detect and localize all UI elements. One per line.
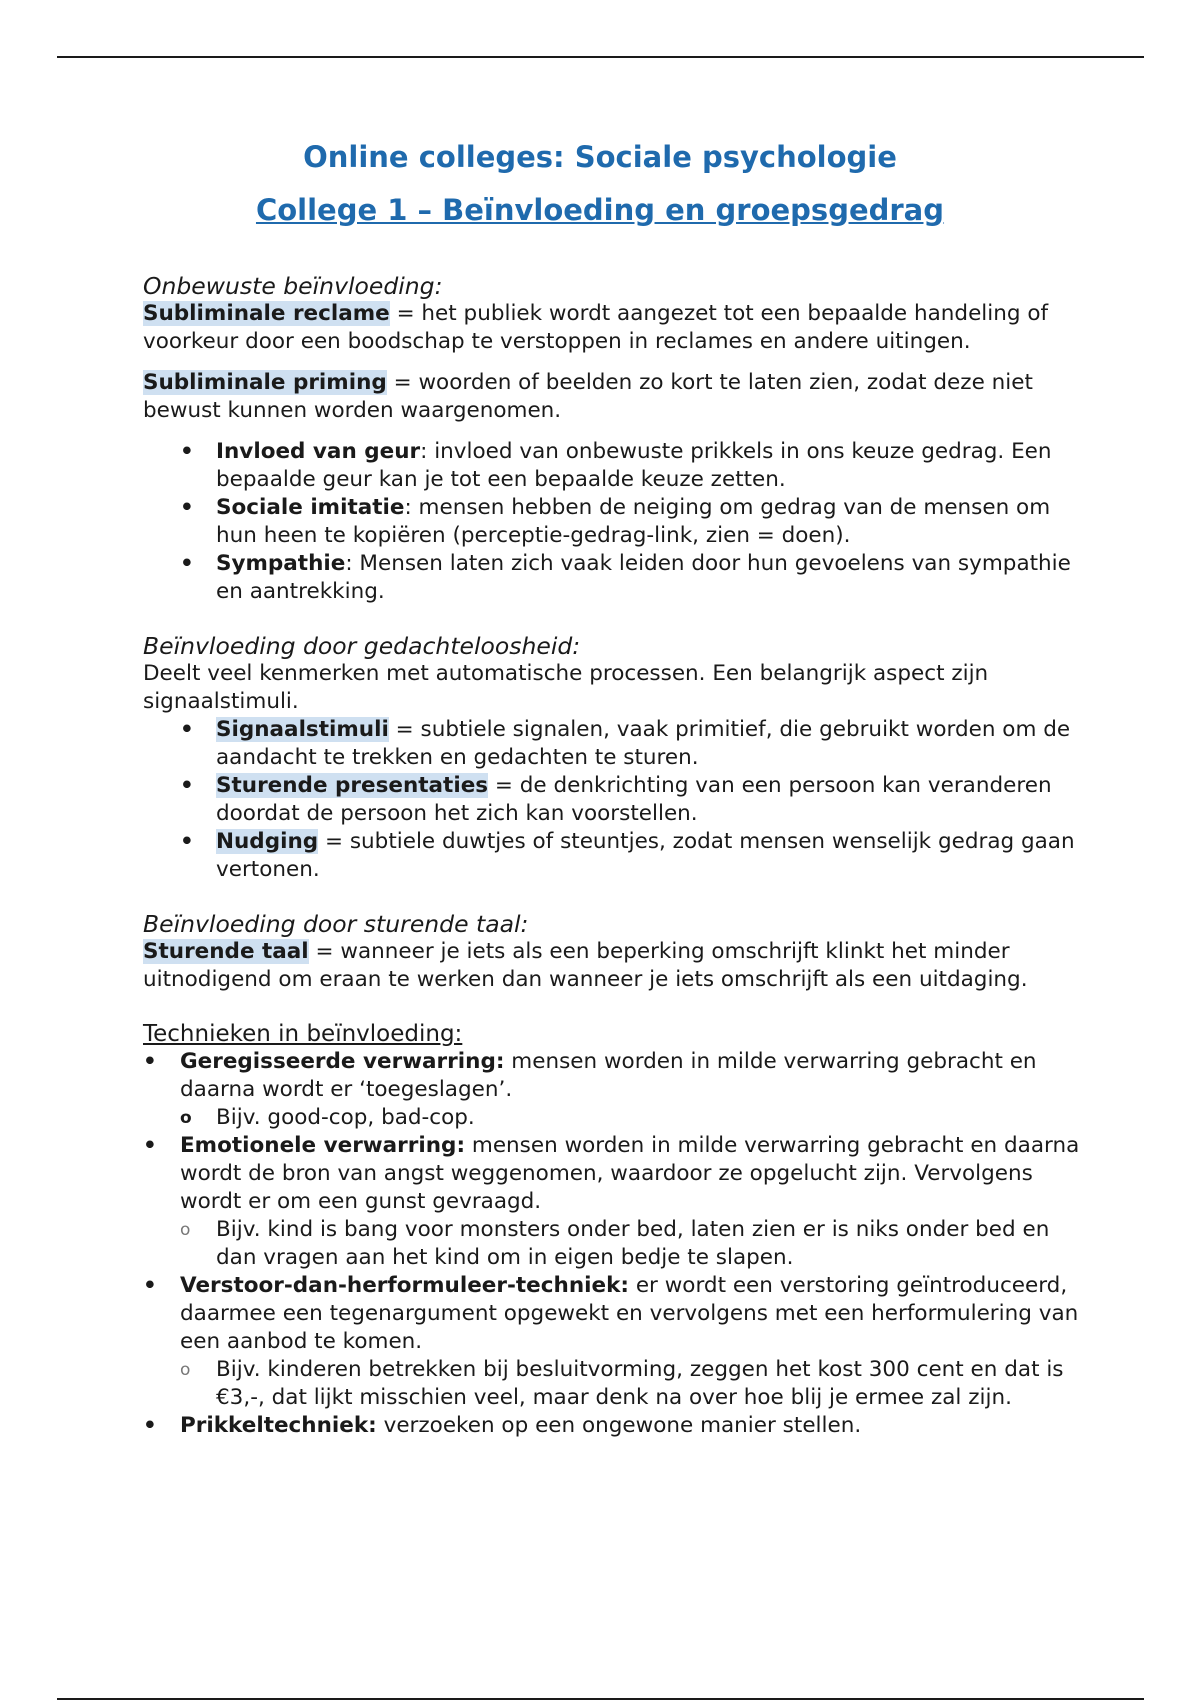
paragraph-subliminale-reclame (143, 300, 1083, 356)
section-heading-gedachteloosheid: Beïnvloeding door gedachteloosheid: (143, 632, 581, 660)
list-item (143, 716, 1083, 772)
document-body (143, 272, 1083, 1440)
sub-list-item: o Bijv. good-cop, bad-cop. (180, 1104, 1083, 1132)
list-item (143, 550, 1083, 606)
list-item (143, 1048, 1083, 1132)
term-highlight: Nudging (216, 829, 319, 854)
bullet-text: mensen worden in milde verwarring gebracht en daarna wordt de bron van angst weggenomen, waardoor ze opgelucht zijn. Vervolgens wordt er om een gunst gevraagd. (180, 1133, 1080, 1214)
sub-list-item: o Bijv. kinderen betrekken bij besluitvorming, zeggen het kost 300 cent en dat is €3,-, dat lijkt misschien veel, maar denk na over hoe blij je ermee zal zijn. (180, 1356, 1083, 1412)
page-title: Online colleges: Sociale psychologie (303, 140, 897, 174)
bullet-text: = subtiele duwtjes of steuntjes, zodat mensen wenselijk gedrag gaan vertonen. (216, 829, 1075, 882)
term-highlight: Signaalstimuli (216, 717, 389, 742)
paragraph-sturende-taal (143, 938, 1083, 994)
term-highlight: Sturende presentaties (216, 773, 489, 798)
list-item (143, 438, 1083, 494)
section-heading-onbewust: Onbewuste beïnvloeding: (143, 272, 443, 300)
bullet-text: : invloed van onbewuste prikkels in ons keuze gedrag. Een bepaalde geur kan je tot een bepaalde keuze zetten. (216, 439, 1052, 492)
bullet-text: er wordt een verstoring geïntroduceerd, daarmee een tegenargument opgewekt en vervolgens met een herformulering van een aanbod te komen. (180, 1273, 1079, 1354)
sub-list-item: o Bijv. kind is bang voor monsters onder bed, laten zien er is niks onder bed en dan vragen aan het kind om in eigen bedje te slapen. (180, 1216, 1083, 1272)
bullet-term: Sociale imitatie (216, 495, 405, 520)
list-item (143, 1132, 1083, 1272)
bullet-term: Invloed van geur (216, 439, 421, 464)
bullet-text: mensen worden in milde verwarring gebracht en daarna wordt er ‘toegeslagen’. (180, 1049, 1037, 1102)
sub-list (180, 1356, 1083, 1412)
list-item (143, 494, 1083, 550)
definition-text: = woorden of beelden zo kort te laten zien, zodat deze niet bewust kunnen worden waargenomen. (143, 370, 1033, 423)
list-item (143, 828, 1083, 884)
bullet-term: Prikkeltechniek: (180, 1413, 377, 1438)
term-highlight: Subliminale reclame (143, 301, 390, 326)
list-item (143, 772, 1083, 828)
bullet-list-technieken (143, 1048, 1083, 1440)
page-subtitle: College 1 – Beïnvloeding en groepsgedrag (255, 193, 945, 227)
list-item (143, 1272, 1083, 1412)
bullet-list-onbewust (143, 438, 1083, 606)
term-highlight: Subliminale priming (143, 370, 387, 395)
list-item (143, 1412, 1083, 1440)
bullet-text: = subtiele signalen, vaak primitief, die gebruikt worden om de aandacht te trekken en gedachten te sturen. (216, 717, 1071, 770)
bullet-text: verzoeken op een ongewone manier stellen. (376, 1413, 862, 1438)
top-rule (57, 56, 1144, 58)
sub-list (180, 1104, 1083, 1132)
bullet-term: Geregisseerde verwarring: (180, 1049, 505, 1074)
bullet-text: : mensen hebben de neiging om gedrag van de mensen om hun heen te kopiëren (perceptie-gedrag-link, zien = doen). (216, 495, 1051, 548)
definition-text: = het publiek wordt aangezet tot een bepaalde handeling of voorkeur door een boodschap te verstoppen in reclames en andere uitingen. (143, 301, 1049, 354)
bullet-term: Emotionele verwarring: (180, 1133, 466, 1158)
bullet-term: Verstoor-dan-herformuleer-techniek: (180, 1273, 629, 1298)
bullet-term: Sympathie (216, 551, 346, 576)
paragraph-subliminale-priming (143, 369, 1083, 425)
bullet-text: : Mensen laten zich vaak leiden door hun gevoelens van sympathie en aantrekking. (216, 551, 1071, 604)
bullet-text: = de denkrichting van een persoon kan veranderen doordat de persoon het zich kan voorstellen. (216, 773, 1052, 826)
bullet-list-gedachteloosheid (143, 716, 1083, 884)
section-heading-sturende-taal: Beïnvloeding door sturende taal: (143, 910, 529, 938)
section-heading-technieken: Technieken in beïnvloeding: (143, 1021, 463, 1047)
term-highlight: Sturende taal (143, 939, 309, 964)
definition-text: = wanneer je iets als een beperking omschrijft klinkt het minder uitnodigend om eraan te werken dan wanneer je iets omschrijft als een uitdaging. (143, 939, 1028, 992)
paragraph-intro: Deelt veel kenmerken met automatische processen. Een belangrijk aspect zijn signaalstimuli. (143, 661, 989, 714)
sub-list (180, 1216, 1083, 1272)
